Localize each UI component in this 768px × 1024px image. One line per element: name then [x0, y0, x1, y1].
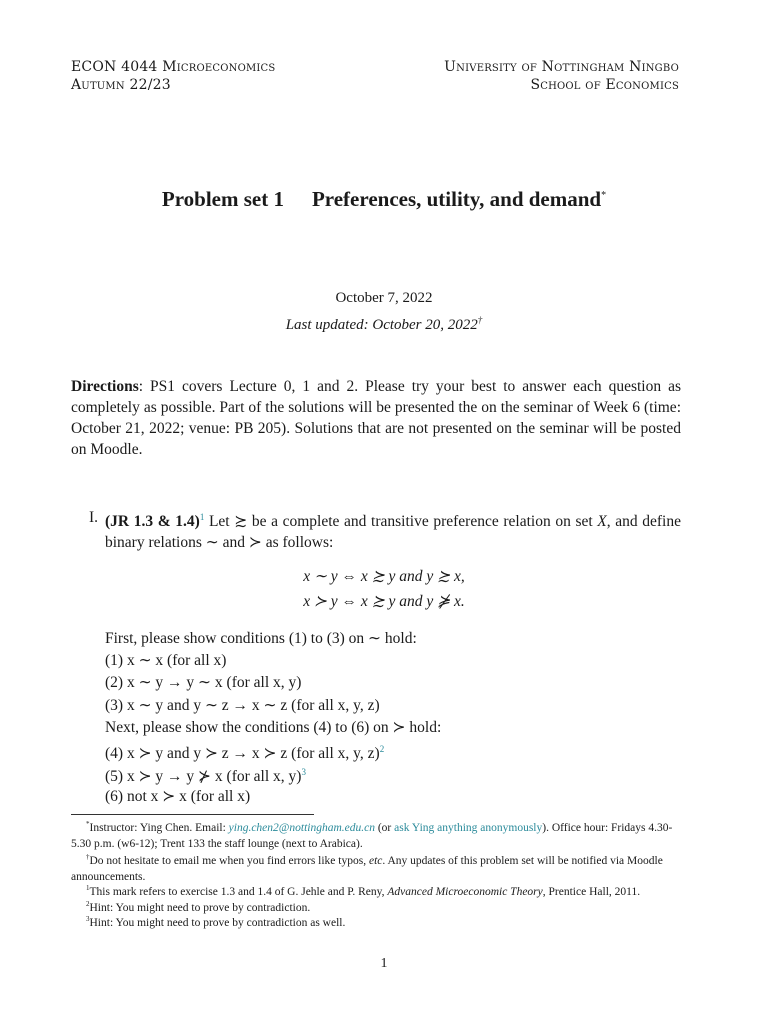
footnote-3 — [86, 911, 686, 931]
footnote-dagger-etc: etc — [368, 854, 383, 867]
next-instruction: Next, please show the conditions (4) to (6) on ≻ hold: — [105, 719, 442, 736]
footnote-ref-2[interactable]: 2 — [379, 744, 385, 754]
question-number: I. — [89, 509, 99, 526]
title-footnote-mark[interactable]: * — [601, 190, 607, 201]
page-title — [0, 182, 768, 213]
issue-date: October 7, 2022 — [335, 290, 433, 306]
condition-5 — [105, 762, 306, 787]
directions-label: Directions — [71, 378, 139, 395]
instructor-email-link[interactable]: ying.chen2@nottingham.edu.cn — [228, 821, 375, 834]
footnote-star-mark: * — [86, 820, 90, 828]
equation-strict: x ≻ y ⇔ x ≿ y and y ⋡ x. — [303, 593, 465, 610]
course-code: ECON 4044 — [71, 59, 158, 75]
university-name: University of Nottingham Ningbo — [444, 59, 679, 75]
footnote-1-text-a: This mark refers to exercise 1.3 and 1.4 of G. Jehle and P. Reny, — [89, 885, 388, 898]
footnote-star-text-c: ). Office hour: Fridays 4.30-5.30 p.m. (w6-12); Trent 133 the staff lounge (next to Arabica). — [71, 821, 673, 850]
intro-part-c: , and define binary relations ∼ and ≻ as follows: — [105, 513, 681, 552]
footnote-dagger-text-b: . Any updates of this problem set will be notified via Moodle announcements. — [71, 854, 663, 883]
condition-4-text: (4) x ≻ y and y ≻ z → x ≻ z (for all x, y, z) — [105, 745, 380, 763]
footnote-instructor — [71, 816, 681, 852]
equation-indifference: x ∼ y ⇔ x ≿ y and y ≿ x, — [303, 568, 465, 585]
last-updated-text: Last updated: October 20, 2022 — [285, 317, 478, 333]
footnote-star-text-a: Instructor: Ying Chen. Email: — [89, 821, 229, 834]
succsim-symbol: ≿ — [234, 513, 248, 531]
anonymous-question-link[interactable]: ask Ying anything anonymously — [394, 821, 543, 834]
condition-1: (1) x ∼ x (for all x) — [105, 652, 227, 669]
condition-3: (3) x ∼ y and y ∼ z → x ∼ z (for all x, y, z) — [105, 697, 380, 714]
intro-part-a: Let — [204, 513, 235, 531]
condition-5-text: (5) x ≻ y → y ⊁ x (for all x, y) — [105, 768, 302, 786]
school-name: School of Economics — [530, 77, 679, 93]
question-intro — [105, 507, 681, 553]
condition-6: (6) not x ≻ x (for all x) — [105, 788, 251, 805]
course-header — [71, 58, 275, 94]
title-text: Preferences, utility, and demand — [311, 187, 602, 211]
question-reference: (JR 1.3 & 1.4) — [105, 513, 200, 531]
course-term: Autumn 22/23 — [71, 77, 171, 93]
footnote-ref-1[interactable]: 1 — [199, 512, 205, 522]
footnote-3-mark: 3 — [86, 915, 90, 923]
condition-4 — [105, 739, 384, 764]
last-updated-mark[interactable]: † — [477, 315, 483, 325]
title-label: Problem set 1 — [161, 187, 284, 211]
footnote-3-text: Hint: You might need to prove by contradiction as well. — [89, 916, 346, 929]
page-number: 1 — [380, 956, 388, 971]
footnote-rule — [71, 814, 314, 815]
footnote-2-text: Hint: You might need to prove by contradiction. — [89, 901, 311, 914]
first-instruction: First, please show conditions (1) to (3) on ∼ hold: — [105, 630, 417, 647]
footnote-1-text-b: , Prentice Hall, 2011. — [542, 885, 641, 898]
course-name: Microeconomics — [162, 59, 276, 75]
footnote-star-text-b: (or — [374, 821, 395, 834]
footnote-1-mark: 1 — [86, 884, 90, 892]
directions-paragraph — [71, 376, 681, 460]
institution-header — [444, 58, 679, 94]
footnote-dagger-text-a: Do not hesitate to email me when you find errors like typos, — [89, 854, 369, 867]
condition-2: (2) x ∼ y → y ∼ x (for all x, y) — [105, 674, 302, 691]
footnote-1-book: Advanced Microeconomic Theory — [387, 885, 543, 898]
footnote-dagger-mark: † — [86, 853, 90, 861]
footnote-2-mark: 2 — [86, 900, 90, 908]
footnote-ref-3[interactable]: 3 — [301, 767, 306, 777]
last-updated — [0, 309, 768, 336]
set-x: X — [597, 513, 607, 531]
directions-text: : PS1 covers Lecture 0, 1 and 2. Please try your best to answer each question as completely as possible. Part of the solutions will be presented the on the seminar of Week 6 (time: October 21, 2022; venue: PB 205). Solutions that are not presented on the seminar will be posted on Moodle. — [71, 378, 681, 458]
intro-part-b: be a complete and transitive preference relation on set — [247, 513, 598, 531]
